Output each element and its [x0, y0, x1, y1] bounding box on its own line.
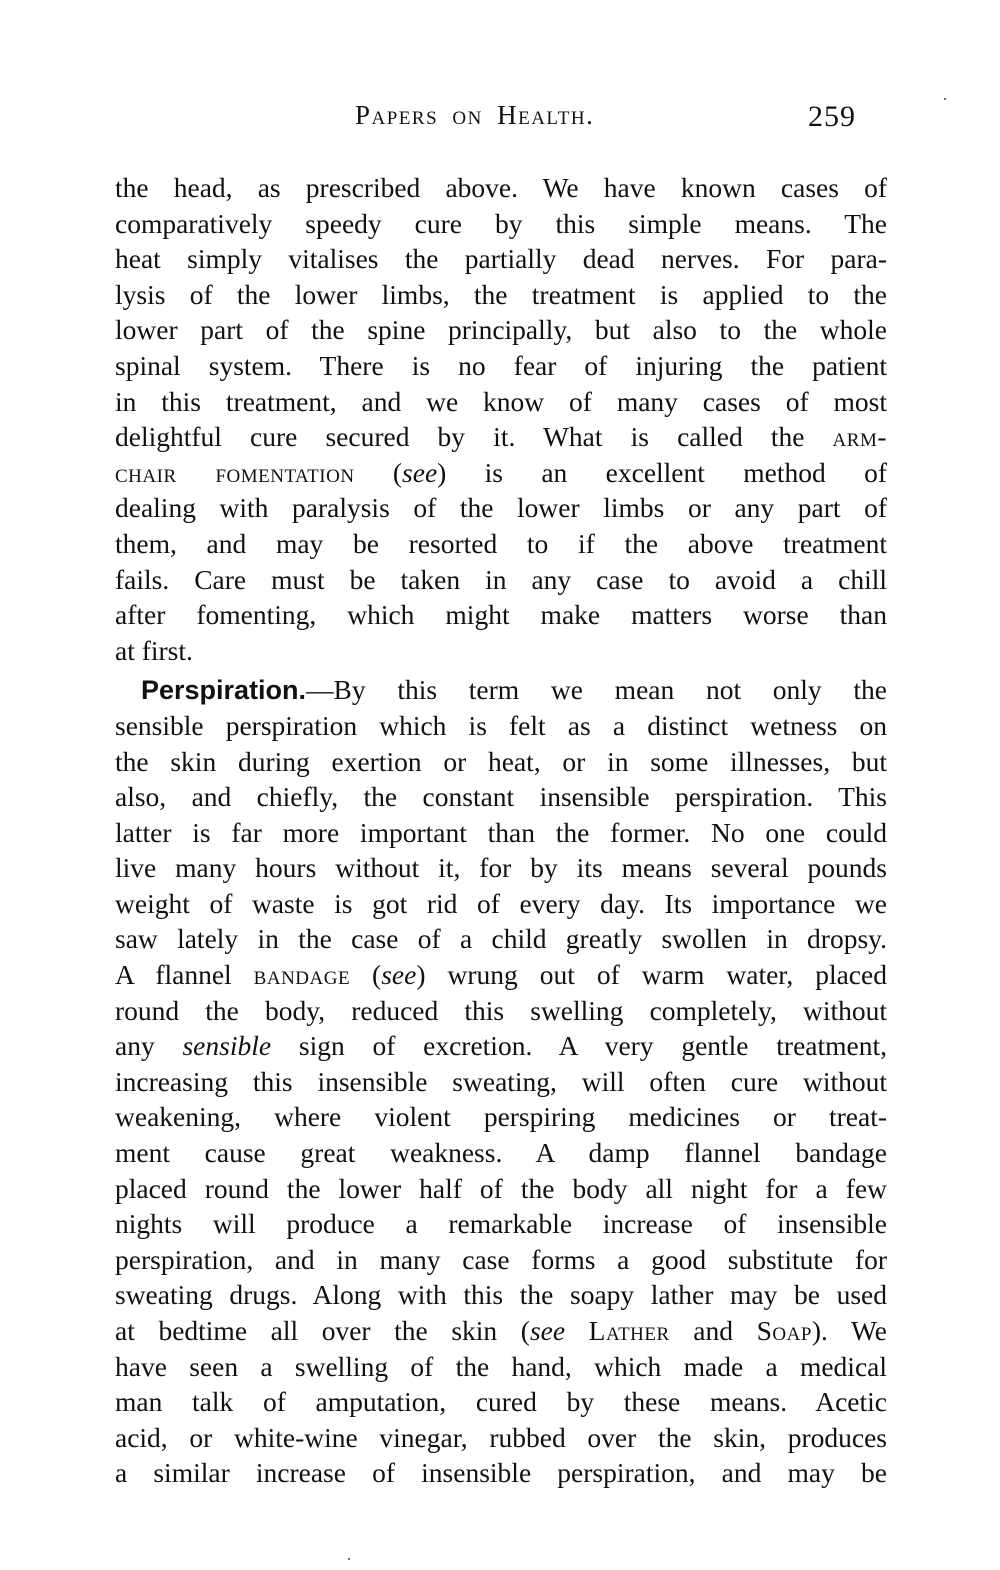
text-run: also, and chiefly, the constant insensible perspiration. This	[115, 781, 887, 813]
text-line	[115, 744, 887, 780]
text-run: comparatively speedy cure by this simple means. The	[115, 207, 887, 239]
text-line	[115, 1099, 887, 1135]
text-line	[115, 672, 887, 708]
text-line	[115, 1455, 887, 1491]
text-run: acid, or white-wine vinegar, rubbed over the skin, produces	[115, 1421, 887, 1453]
italic-text: see	[402, 456, 438, 488]
text-run: weakening, where violent perspiring medicines or treat-	[115, 1101, 887, 1133]
text-line	[115, 241, 887, 277]
scan-speck	[348, 1558, 350, 1560]
text-run: nights will produce a remarkable increase of insensible	[115, 1208, 887, 1240]
text-line	[115, 1349, 887, 1385]
text-run: (	[350, 959, 382, 991]
text-run: ). We	[811, 1315, 887, 1346]
cross-reference: bandage	[253, 959, 351, 991]
text-run: heat simply vitalises the partially dead nerves. For para-	[115, 243, 887, 275]
cross-reference: Soap	[756, 1315, 812, 1346]
text-run: the head, as prescribed above. We have known cases of	[115, 172, 887, 203]
text-run: latter is far more important than the former. No one could	[115, 816, 887, 848]
text-line	[115, 1064, 887, 1100]
text-run: in this treatment, and we know of many cases of most	[115, 385, 887, 417]
text-run: sensible perspiration which is felt as a distinct wetness on	[115, 709, 887, 741]
entry-heading: Perspiration.	[141, 675, 307, 706]
text-run: A flannel	[115, 959, 254, 991]
text-line	[115, 384, 887, 420]
italic-text: see	[529, 1315, 566, 1346]
cross-reference: arm-	[832, 421, 887, 453]
text-run: ) is an excellent method of	[437, 456, 887, 488]
text-run: delightful cure secured by it. What is called the	[115, 421, 833, 453]
cross-reference: chair fomentation	[115, 456, 355, 488]
text-run: (	[354, 456, 403, 488]
text-run: saw lately in the case of a child greatly swollen in dropsy.	[115, 923, 887, 955]
text-line	[115, 633, 887, 669]
text-line	[115, 1277, 887, 1313]
text-run: sweating drugs. Along with this the soapy lather may be used	[115, 1279, 887, 1311]
text-line	[115, 597, 887, 633]
text-run: at first.	[115, 634, 193, 666]
page-number: 259	[808, 100, 856, 133]
text-line	[115, 957, 887, 993]
text-line	[115, 1313, 887, 1349]
text-run: —By this term we mean not only the	[306, 674, 887, 706]
body-text	[115, 170, 887, 1491]
entry-paragraph	[115, 672, 887, 1491]
text-line	[115, 779, 887, 815]
text-run: any	[115, 1030, 183, 1062]
text-run: and	[669, 1315, 757, 1346]
text-run: lysis of the lower limbs, the treatment is applied to the	[115, 278, 887, 310]
italic-text: see	[381, 959, 417, 991]
text-run: dealing with paralysis of the lower limbs or any part of	[115, 492, 887, 524]
text-line	[115, 419, 887, 455]
text-run: have seen a swelling of the hand, which made a medical	[115, 1350, 887, 1382]
text-line	[115, 1135, 887, 1171]
text-line	[115, 348, 887, 384]
text-line	[115, 1206, 887, 1242]
italic-text: sensible	[182, 1030, 272, 1062]
text-line	[115, 490, 887, 526]
text-line	[115, 850, 887, 886]
text-run: the skin during exertion or heat, or in some illnesses, but	[115, 745, 887, 777]
text-run: sign of excretion. A very gentle treatment,	[271, 1030, 887, 1062]
text-run: after fomenting, which might make matters worse than	[115, 599, 887, 631]
running-title: Papers on Health.	[355, 100, 595, 130]
text-run: a similar increase of insensible perspiration, and may be	[115, 1457, 887, 1489]
scan-speck	[944, 98, 946, 100]
text-run: ment cause great weakness. A damp flannel bandage	[115, 1137, 887, 1169]
continued-paragraph	[115, 170, 887, 668]
cross-reference: Lather	[588, 1315, 670, 1346]
text-run: spinal system. There is no fear of injuring the patient	[115, 349, 887, 381]
text-run: weight of waste is got rid of every day. Its importance we	[115, 887, 887, 919]
text-line	[115, 993, 887, 1029]
text-run: live many hours without it, for by its means several pounds	[115, 852, 887, 884]
text-line	[115, 562, 887, 598]
text-run: ) wrung out of warm water, placed	[416, 959, 887, 991]
text-run: at bedtime all over the skin (	[115, 1315, 530, 1346]
text-run: fails. Care must be taken in any case to avoid a chill	[115, 563, 887, 595]
running-head	[0, 100, 1000, 140]
text-run: lower part of the spine principally, but also to the whole	[115, 314, 887, 346]
text-line	[115, 277, 887, 313]
text-line	[115, 708, 887, 744]
text-line	[115, 921, 887, 957]
text-line	[115, 886, 887, 922]
text-line	[115, 312, 887, 348]
text-run: them, and may be resorted to if the above treatment	[115, 527, 887, 559]
text-run: perspiration, and in many case forms a good substitute for	[115, 1243, 887, 1275]
text-line	[115, 1242, 887, 1278]
text-run: man talk of amputation, cured by these means. Acetic	[115, 1386, 887, 1418]
text-run: increasing this insensible sweating, will often cure without	[115, 1065, 887, 1097]
text-line	[115, 815, 887, 851]
text-line	[115, 1028, 887, 1064]
text-line	[115, 1384, 887, 1420]
text-line	[115, 1171, 887, 1207]
text-line	[115, 170, 887, 206]
text-run	[565, 1315, 589, 1346]
text-line	[115, 206, 887, 242]
text-run: placed round the lower half of the body all night for a few	[115, 1172, 887, 1204]
text-line	[115, 1420, 887, 1456]
text-line	[115, 455, 887, 491]
text-line	[115, 526, 887, 562]
text-run: round the body, reduced this swelling completely, without	[115, 994, 887, 1026]
